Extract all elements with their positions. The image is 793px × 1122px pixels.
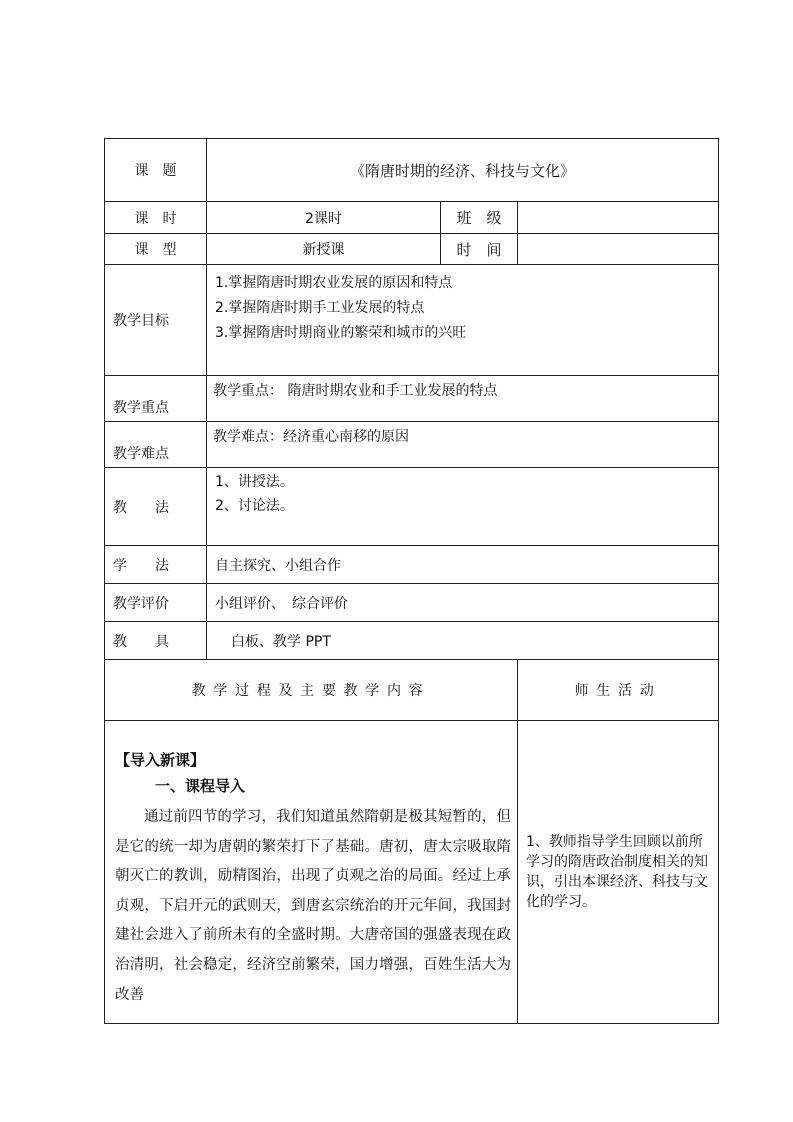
type-row [105, 234, 719, 265]
hours-label: 课 时 [105, 202, 207, 234]
key-points-value: 教学重点： 隋唐时期农业和手工业发展的特点 [207, 376, 719, 422]
difficulties-label: 教学难点 [105, 422, 207, 468]
key-points-row [105, 376, 719, 422]
learning-method-value: 自主探究、小组合作 [207, 546, 719, 584]
teaching-method-list [207, 468, 719, 546]
evaluation-label: 教学评价 [105, 584, 207, 622]
learning-method-label: 学 法 [105, 546, 207, 584]
time-label: 时 间 [441, 234, 518, 265]
tools-label: 教 具 [105, 622, 207, 660]
class-value [518, 202, 719, 234]
teacher-student-activity: 1、教师指导学生回顾以前所学习的隋唐政治制度相关的知识，引出本课经济、科技与文化的学习。 [518, 721, 719, 1024]
topic-row [105, 139, 719, 202]
teaching-method-item: 1、讲授法。 [215, 474, 294, 490]
objective-item: 2.掌握隋唐时期手工业发展的特点 [215, 300, 425, 316]
time-value [518, 234, 719, 265]
tools-value: 白板、教学 PPT [207, 622, 719, 660]
process-content-row [105, 721, 719, 1024]
evaluation-value: 小组评价、 综合评价 [207, 584, 719, 622]
hours-value: 2课时 [207, 202, 441, 234]
objective-item: 3.掌握隋唐时期商业的繁荣和城市的兴旺 [215, 325, 467, 341]
objectives-list [207, 265, 719, 376]
process-header-row [105, 660, 719, 721]
subsection-title: 一、课程导入 [155, 777, 246, 795]
process-main-content [105, 721, 518, 1024]
lesson-plan-table [104, 138, 719, 1024]
learning-method-row [105, 546, 719, 584]
intro-paragraph: 通过前四节的学习，我们知道虽然隋朝是极其短暂的，但是它的统一却为唐朝的繁荣打下了基础。唐初，唐太宗吸取隋朝灭亡的教训，励精图治，出现了贞观之治的局面。经过上承贞观，下启开元的武则天，到唐玄宗统治的开元年间，我国封建社会进入了前所未有的全盛时期。大唐帝国的强盛表现在政治清明，社会稳定，经济空前繁荣，国力增强，百姓生活大为改善 [115, 809, 511, 1003]
difficulties-value: 教学难点：经济重心南移的原因 [207, 422, 719, 468]
topic-label: 课 题 [105, 139, 207, 202]
teaching-method-row [105, 468, 719, 546]
topic-value: 《隋唐时期的经济、科技与文化》 [207, 139, 719, 202]
objectives-label: 教学目标 [105, 265, 207, 376]
tools-row [105, 622, 719, 660]
process-header-right: 师生活动 [518, 660, 719, 721]
section-title: 【导入新课】 [115, 751, 206, 769]
class-label: 班 级 [441, 202, 518, 234]
objective-item: 1.掌握隋唐时期农业发展的原因和特点 [215, 275, 453, 291]
teaching-method-item: 2、讨论法。 [215, 498, 294, 514]
key-points-label: 教学重点 [105, 376, 207, 422]
type-value: 新授课 [207, 234, 441, 265]
teaching-method-label: 教 法 [105, 468, 207, 546]
process-header-left: 教学过程及主要教学内容 [105, 660, 518, 721]
difficulties-row [105, 422, 719, 468]
evaluation-row [105, 584, 719, 622]
type-label: 课 型 [105, 234, 207, 265]
objectives-row [105, 265, 719, 376]
hours-row [105, 202, 719, 234]
